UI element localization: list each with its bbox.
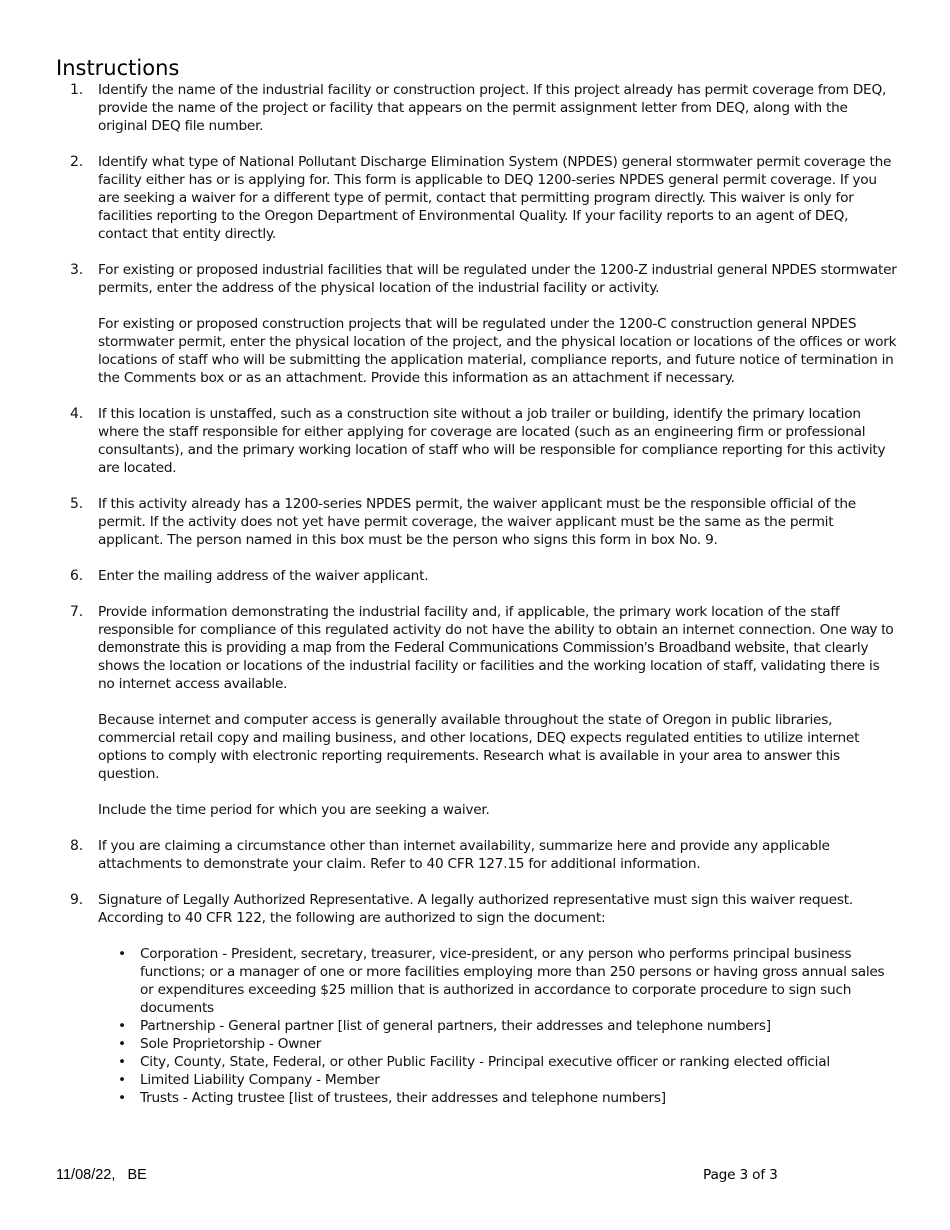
item-number: 7. — [70, 604, 83, 620]
list-item: • City, County, State, Federal, or other Public Facility - Principal executive officer or ranking elected official — [118, 1054, 830, 1070]
item-text: Enter the mailing address of the waiver applicant. — [98, 568, 429, 584]
bullet-icon: • — [118, 946, 126, 962]
footer-date-initials: 11/08/22, BE — [56, 1167, 147, 1183]
instruction-item-7 — [0, 603, 950, 819]
instruction-item-6 — [0, 567, 950, 585]
item-number: 2. — [70, 154, 83, 170]
list-item: • Partnership - General partner [list of general partners, their addresses and telephone numbers] — [118, 1018, 771, 1034]
bullet-icon: • — [118, 1054, 126, 1070]
list-item: • Corporation - President, secretary, treasurer, vice-president, or any person who performs principal business functions; or a manager of one or more facilities employing more than 250 persons or having gross annual sales or expenditures exceeding $25 million that is authorized in accordance to corporate procedure to sign such documents — [118, 946, 885, 1016]
list-item: • Sole Proprietorship - Owner — [118, 1036, 322, 1052]
item-text: Include the time period for which you are seeking a waiver. — [98, 802, 490, 818]
item-text: For existing or proposed industrial facilities that will be regulated under the 1200-Z industrial general NPDES stormwater permits, enter the address of the physical location of the industrial facility or activity. — [98, 262, 897, 296]
instruction-item-1 — [0, 81, 950, 135]
bullet-icon: • — [118, 1018, 126, 1034]
instruction-item-4 — [0, 405, 950, 477]
item-text: Because internet and computer access is generally available throughout the state of Oregon in public libraries, commercial retail copy and mailing business, and other locations, DEQ expects regulated entities to utilize internet options to comply with electronic reporting requirements. Research what is available in your area to answer this question. — [98, 712, 860, 782]
page-number: Page 3 of 3 — [703, 1167, 778, 1183]
instruction-list — [0, 81, 950, 1125]
item-number: 6. — [70, 568, 83, 584]
item-number: 9. — [70, 892, 83, 908]
authorized-signer-list — [98, 945, 898, 1107]
instruction-item-5 — [0, 495, 950, 549]
instruction-item-2 — [0, 153, 950, 243]
item-text: Identify the name of the industrial facility or construction project. If this project already has permit coverage from DEQ, provide the name of the project or facility that appears on the permit assignment letter from DEQ, along with the original DEQ file number. — [98, 82, 887, 134]
item-number: 5. — [70, 496, 83, 512]
item-text — [98, 603, 898, 693]
item-text: Signature of Legally Authorized Representative. A legally authorized representative must sign this waiver request. According to 40 CFR 122, the following are authorized to sign the document: — [98, 892, 853, 926]
instruction-item-8 — [0, 837, 950, 873]
instruction-item-9 — [0, 891, 950, 1107]
list-item: • Limited Liability Company - Member — [118, 1072, 380, 1088]
bullet-icon: • — [118, 1090, 126, 1106]
bullet-icon: • — [118, 1036, 126, 1052]
item-text: Identify what type of National Pollutant Discharge Elimination System (NPDES) general stormwater permit coverage the facility either has or is applying for. This form is applicable to DEQ 1200-series NPDES general permit coverage. If you are seeking a waiver for a different type of permit, contact that permitting program directly. This waiver is only for facilities reporting to the Oregon Department of Environmental Quality. If your facility reports to an agent of DEQ, contact that entity directly. — [98, 154, 892, 242]
fcc-broadband-reference: way to demonstrate this is providing a map from the Federal Communications Commission’s Broadband website, — [98, 622, 894, 656]
page-heading: Instructions — [56, 56, 180, 80]
item-number: 8. — [70, 838, 83, 854]
item-text: If this activity already has a 1200-series NPDES permit, the waiver applicant must be the responsible official of the permit. If the activity does not yet have permit coverage, the waiver applicant must be the same as the permit applicant. The person named in this box must be the person who signs this form in box No. 9. — [98, 496, 856, 548]
item-text: If you are claiming a circumstance other than internet availability, summarize here and provide any applicable attachments to demonstrate your claim. Refer to 40 CFR 127.15 for additional information. — [98, 838, 830, 872]
item-number: 1. — [70, 82, 83, 98]
item-text-part: Provide information demonstrating the industrial facility and, if applicable, the primary work location of the staff responsible for compliance of this regulated activity do not have the ability to obtain an internet connection. One — [98, 604, 851, 638]
item-number: 4. — [70, 406, 83, 422]
item-text-part: that clearly shows the location or locations of the industrial facility or facilities and the working location of staff, validating there is no internet access available. — [98, 640, 880, 692]
item-text: For existing or proposed construction projects that will be regulated under the 1200-C construction general NPDES stormwater permit, enter the physical location of the project, and the physical location or locations of the offices or work locations of staff who will be submitting the application material, compliance reports, and future notice of termination in the Comments box or as an attachment. Provide this information as an attachment if necessary. — [98, 316, 897, 386]
instruction-item-3 — [0, 261, 950, 387]
item-text: If this location is unstaffed, such as a construction site without a job trailer or building, identify the primary location where the staff responsible for either applying for coverage are located (such as an engineering firm or professional consultants), and the primary working location of staff who will be responsible for compliance reporting for this activity are located. — [98, 406, 886, 476]
bullet-icon: • — [118, 1072, 126, 1088]
item-number: 3. — [70, 262, 83, 278]
list-item: • Trusts - Acting trustee [list of trustees, their addresses and telephone numbers] — [118, 1090, 666, 1106]
